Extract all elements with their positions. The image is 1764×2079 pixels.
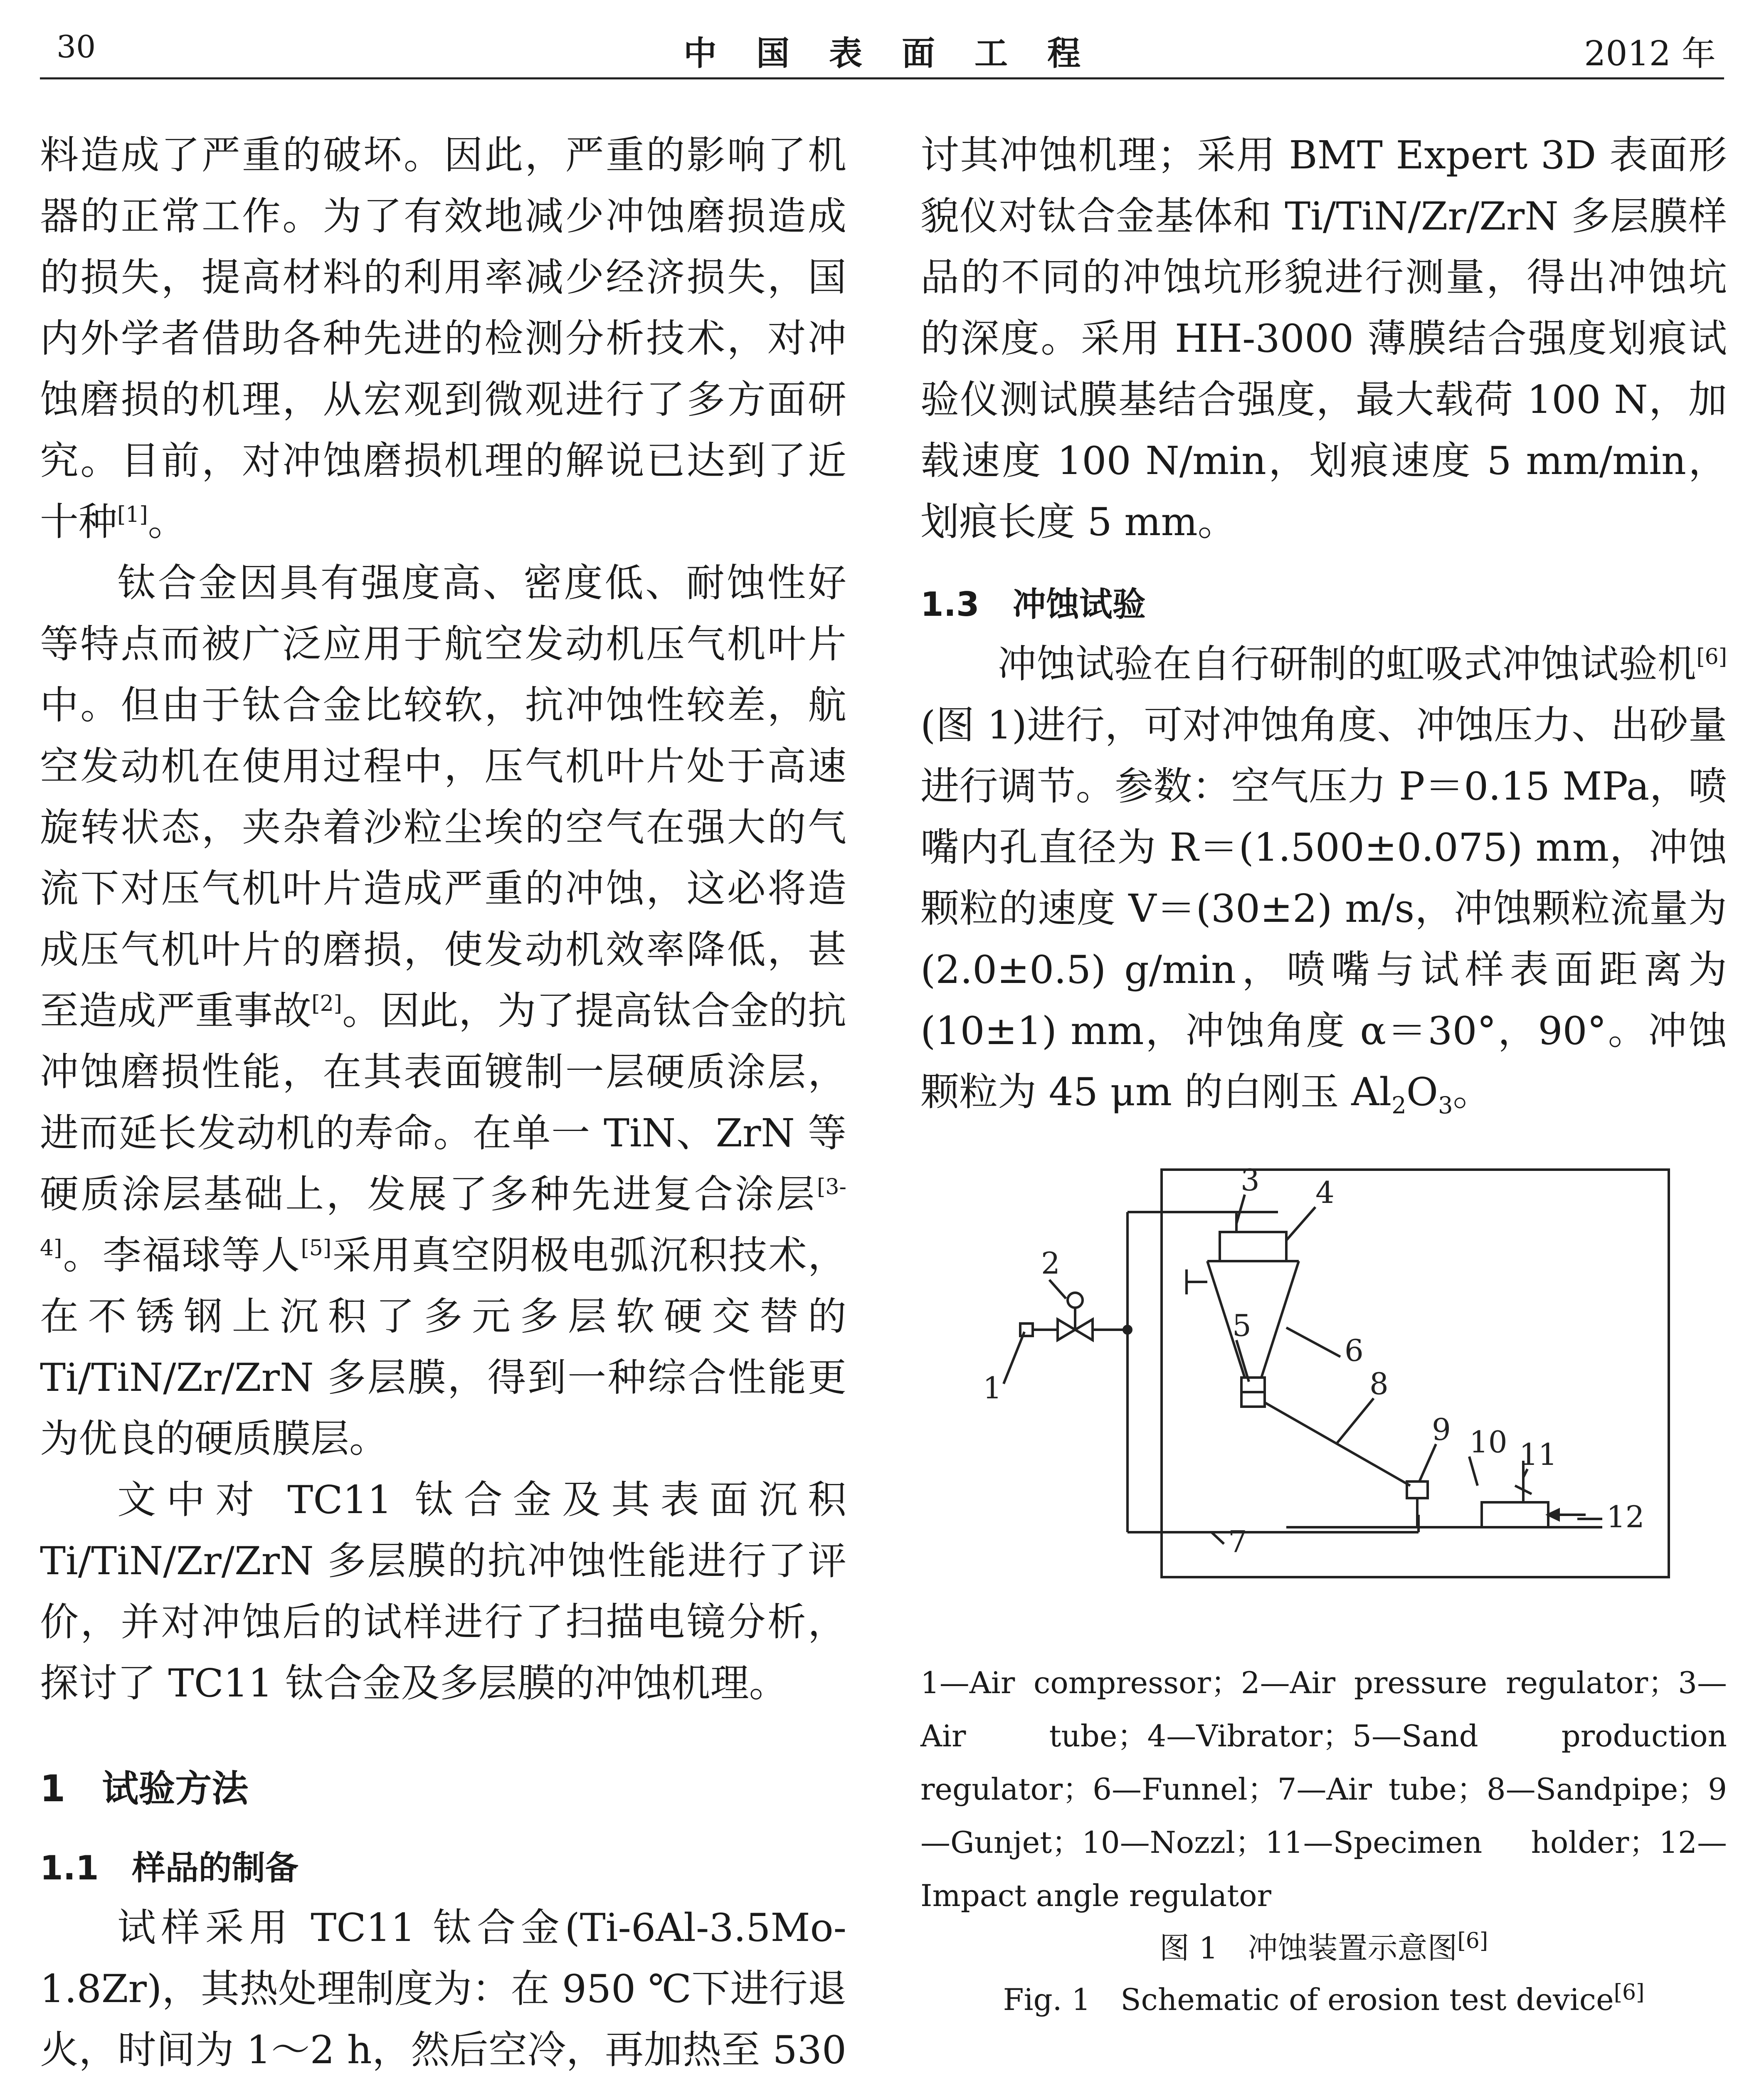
figure-label: 10	[1469, 1424, 1507, 1459]
caption-text: Fig. 1 Schematic of erosion test device	[1003, 1982, 1614, 2017]
figure-caption-en	[920, 1974, 1727, 2025]
paragraph: 讨其冲蚀机理；采用 BMT Expert 3D 表面形貌仪对钛合金基体和 Ti/TiN/Zr/ZrN 多层膜样品的不同的冲蚀坑形貌进行测量，得出冲蚀坑的深度。采用 HH-3000 薄膜结合强度划痕试验仪测试膜基结合强度，最大载荷 100 N，加载速度 100 N/min，划痕速度 5 mm/min，划痕长度 5 mm。	[920, 133, 1727, 544]
vibrator	[1220, 1232, 1286, 1261]
paragraph-text: 。因此，为了提高钛合金的抗冲蚀磨损性能，在其表面镀制一层硬质涂层，进而延长发动机的寿命。在单一 TiN、ZrN 等硬质涂层基础上，发展了多种先进复合涂层	[40, 988, 847, 1217]
figure-1	[920, 1161, 1727, 1627]
figure-label: 1	[983, 1370, 1002, 1405]
paragraph-text: 。	[1453, 1069, 1492, 1114]
journal-title: 中国表面工程	[683, 34, 1120, 73]
paragraph-text: O	[1406, 1069, 1438, 1114]
right-column	[920, 125, 1727, 2079]
citation[interactable]: [3-4]	[40, 1175, 846, 1261]
figure-label: 8	[1369, 1366, 1389, 1401]
subsection-heading: 1.1 样品的制备	[40, 1849, 299, 1887]
paragraph-text: 试样采用 TC11 钛合金(Ti-6Al-3.5Mo-1.8Zr)，其热处理制度为：在 950 ℃下进行退火，时间为 1～2 h，然后空冷，再加热至 530	[40, 1905, 846, 2072]
paragraph-text: 冲蚀试验在自行研制的虹吸式冲蚀试验机	[998, 642, 1697, 686]
subsection-heading: 1.3 冲蚀试验	[920, 585, 1146, 624]
figure-label: 9	[1432, 1412, 1451, 1447]
citation[interactable]: [6]	[1457, 1928, 1488, 1953]
figure-caption-cn	[920, 1922, 1727, 1974]
page-number: 30	[57, 29, 96, 65]
subscript: 2	[1391, 1092, 1406, 1119]
paragraph-text: (图 1)进行，可对冲蚀角度、冲蚀压力、出砂量进行调节。参数：空气压力 P＝0.15 MPa，喷嘴内孔直径为 R＝(1.500±0.075) mm，冲蚀颗粒的速度 V＝(30±2) m/s，冲蚀颗粒流量为(2.0±0.5) g/min，喷嘴与试样表面距离为(10±1) mm，冲蚀角度 α＝30°，90°。冲蚀颗粒为 45 μm 的白刚玉 Al	[920, 703, 1727, 1114]
paragraph-text: 料造成了严重的破坏。因此，严重的影响了机器的正常工作。为了有效地减少冲蚀磨损造成的损失，提高材料的利用率减少经济损失，国内外学者借助各种先进的检测分析技术，对冲蚀磨损的机理，从宏观到微观进行了多方面研究。目前，对冲蚀磨损机理的解说已达到了近十种	[40, 133, 846, 544]
gunjet	[1407, 1481, 1428, 1498]
figure-label: 12	[1606, 1499, 1645, 1534]
figure-label: 5	[1232, 1308, 1251, 1343]
citation[interactable]: [5]	[301, 1236, 332, 1261]
figure-label: 11	[1519, 1437, 1557, 1472]
citation[interactable]: [2]	[311, 991, 342, 1016]
paragraph	[920, 634, 1727, 1136]
erosion-device-schematic	[920, 1161, 1727, 1627]
impact-angle-arrow	[1548, 1510, 1559, 1520]
figure-label: 6	[1345, 1333, 1364, 1368]
paragraph-text: 采用真空阴极电弧沉积技术，在不锈钢上沉积了多元多层软硬交替的 Ti/TiN/Zr/ZrN 多层膜，得到一种综合性能更为优良的硬质膜层。	[40, 1233, 847, 1461]
paragraph-text: 。	[148, 499, 187, 544]
figure-label: 3	[1241, 1162, 1260, 1198]
running-header	[40, 22, 1724, 72]
air-compressor	[1020, 1323, 1033, 1336]
caption-text: 图 1 冲蚀装置示意图	[1159, 1930, 1458, 1965]
specimen-holder	[1482, 1502, 1548, 1527]
header-rule	[40, 77, 1724, 79]
regulator-valve-right	[1075, 1319, 1093, 1340]
section-heading: 1 试验方法	[40, 1767, 249, 1810]
citation[interactable]: [6]	[1696, 644, 1727, 669]
citation[interactable]: [1]	[117, 502, 148, 527]
pressure-gauge	[1068, 1293, 1083, 1308]
left-column	[40, 125, 846, 2079]
paragraph-text: 。李福球等人	[62, 1233, 301, 1278]
journal-year: 2012 年	[1584, 34, 1716, 74]
paragraph-text: 钛合金因具有强度高、密度低、耐蚀性好等特点而被广泛应用于航空发动机压气机叶片中。但由于钛合金比较软，抗冲蚀性较差，航空发动机在使用过程中，压气机叶片处于高速旋转状态，夹杂着沙粒尘埃的空气在强大的气流下对压气机叶片造成严重的冲蚀，这必将造成压气机叶片的磨损，使发动机效率降低，甚至造成严重事故	[40, 560, 846, 1033]
regulator-valve-left	[1058, 1319, 1075, 1340]
figure-label: 4	[1315, 1175, 1335, 1210]
figure-label: 7	[1228, 1524, 1247, 1559]
paragraph: 文中对 TC11 钛合金及其表面沉积 Ti/TiN/Zr/ZrN 多层膜的抗冲蚀性能进行了评价，并对冲蚀后的试样进行了扫描电镜分析，探讨了 TC11 钛合金及多层膜的冲蚀机理。	[40, 1477, 846, 1706]
paragraph	[40, 553, 846, 1469]
figure-label: 2	[1041, 1245, 1060, 1281]
paragraph	[40, 1897, 846, 2079]
figure-legend: 1—Air compressor；2—Air pressure regulator；3—Air tube；4—Vibrator；5—Sand production regulator；6—Funnel；7—Air tube；8—Sandpipe；9—Gunjet；10—Nozzl；11—Specimen holder；12—Impact angle regulator	[920, 1665, 1727, 1913]
subscript: 3	[1438, 1092, 1453, 1119]
citation[interactable]: [6]	[1614, 1980, 1645, 2005]
paragraph	[40, 125, 846, 553]
